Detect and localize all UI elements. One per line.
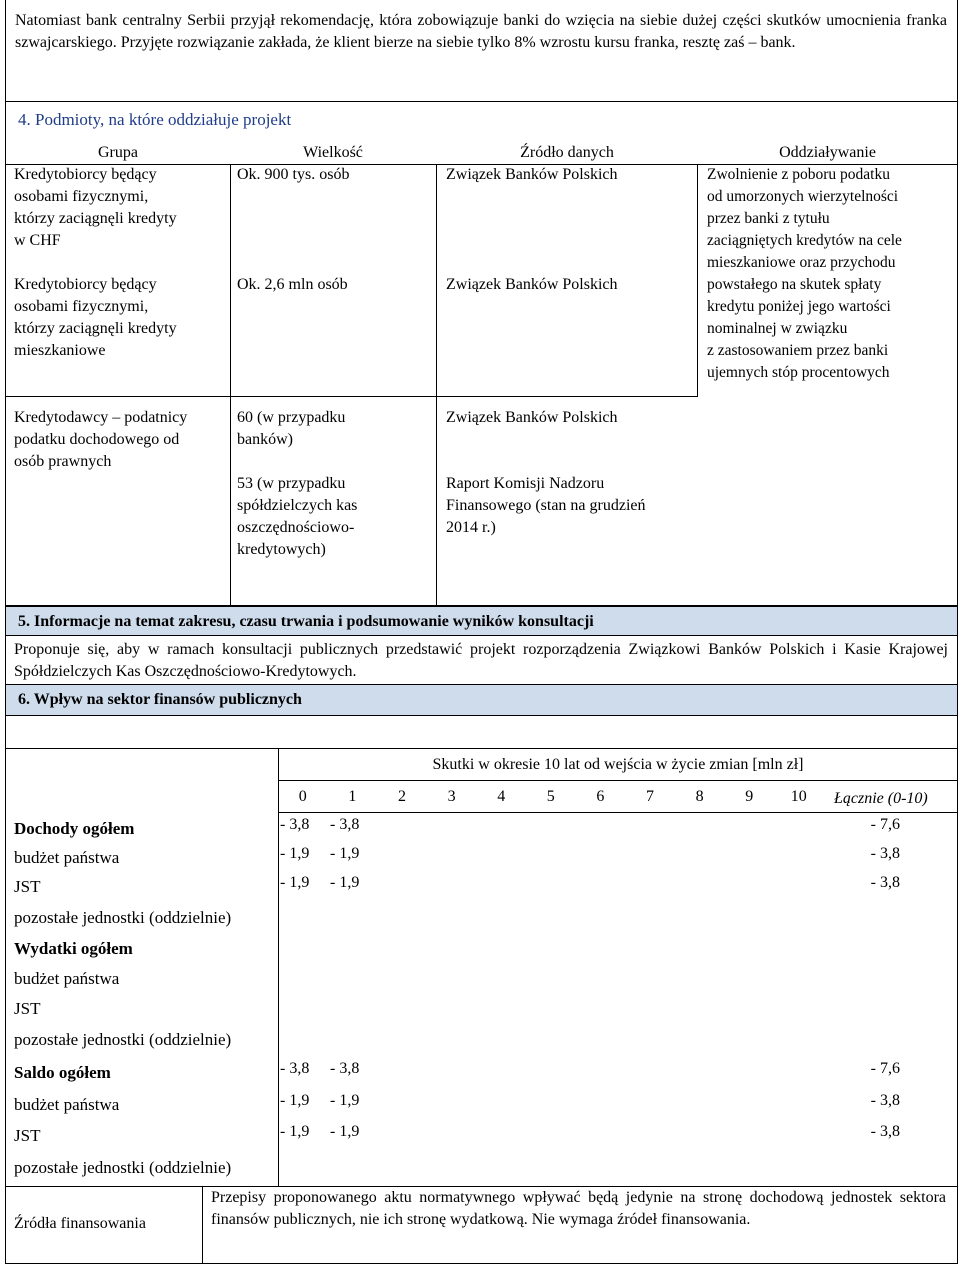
group-cell: Kredytobiorcy będący osobami fizycznymi, którzy zaciągnęli kredyty w CHF bbox=[14, 166, 177, 249]
row-label: pozostałe jednostki (oddzielnie) bbox=[14, 1030, 232, 1049]
year-header: 0 bbox=[298, 788, 307, 805]
source-cell-2: Raport Komisji Nadzoru Finansowego (stan na grudzień 2014 r.) bbox=[446, 475, 646, 536]
funding-text: Przepisy proponowanego aktu normatywnego wpływać będą jedynie na stronę dochodową jednostek sektora finansów publicznych, nie ich stronę wydatkową. Nie wymaga źródeł finansowania. bbox=[211, 1189, 946, 1228]
row-label: budżet państwa bbox=[14, 969, 120, 988]
section5-title: 5. Informacje na temat zakresu, czasu trwania i podsumowanie wyników konsultacji bbox=[18, 613, 594, 630]
divider bbox=[202, 1186, 203, 1264]
size-cell: Ok. 900 tys. osób bbox=[237, 166, 350, 183]
section5-text: Proponuje się, aby w ramach konsultacji publicznych przedstawić projekt rozporządzenia Związkowi Banków Polskich i Kasie Krajowej Spółdzielczych Kas Oszczędnościowo-Kredytowych. bbox=[14, 641, 948, 680]
section6-spacer bbox=[5, 715, 958, 749]
row-label: JST bbox=[14, 999, 41, 1018]
value-year-0: - 1,9 bbox=[280, 845, 310, 862]
year-header: 10 bbox=[790, 788, 807, 805]
value-year-0: - 1,9 bbox=[280, 1123, 310, 1140]
year-header: 8 bbox=[695, 788, 704, 805]
value-total: - 3,8 bbox=[870, 1092, 900, 1109]
divider bbox=[436, 164, 437, 606]
value-year-0: - 3,8 bbox=[280, 816, 310, 833]
year-header: 2 bbox=[397, 788, 406, 805]
value-total: - 7,6 bbox=[870, 816, 900, 833]
table-caption: Skutki w okresie 10 lat od wejścia w życie zmian [mln zł] bbox=[432, 756, 804, 773]
value-year-0: - 1,9 bbox=[280, 874, 310, 891]
section6-title: 6. Wpływ na sektor finansów publicznych bbox=[18, 691, 302, 708]
value-year-1: - 3,8 bbox=[330, 816, 360, 833]
row-label: Wydatki ogółem bbox=[14, 939, 133, 958]
group-cell: Kredytobiorcy będący osobami fizycznymi, którzy zaciągnęli kredyty mieszkaniowe bbox=[14, 276, 177, 359]
row-label: budżet państwa bbox=[14, 848, 120, 867]
total-header: Łącznie (0-10) bbox=[834, 790, 928, 807]
year-header: 5 bbox=[546, 788, 555, 805]
row-label: JST bbox=[14, 1126, 41, 1145]
year-header: 3 bbox=[447, 788, 456, 805]
value-year-1: - 1,9 bbox=[330, 1123, 360, 1140]
group-cell: Kredytodawcy – podatnicy podatku dochodowego od osób prawnych bbox=[14, 409, 188, 470]
value-total: - 3,8 bbox=[870, 874, 900, 891]
value-year-0: - 1,9 bbox=[280, 1092, 310, 1109]
year-header: 9 bbox=[745, 788, 754, 805]
row-label: budżet państwa bbox=[14, 1095, 120, 1114]
column-header-group: Grupa bbox=[98, 144, 138, 161]
year-header: 1 bbox=[348, 788, 357, 805]
value-year-0: - 3,8 bbox=[280, 1060, 310, 1077]
source-cell: Związek Banków Polskich bbox=[446, 166, 618, 183]
impact-cell: Zwolnienie z poboru podatku od umorzonych wierzytelności przez banki z tytułu zaciągniętych kredytów na cele mieszkaniowe oraz przychodu powstałego na skutek spłaty kredytu poniżej jego wartości nominalnej w związku z zastosowaniem przez banki ujemnych stóp procentowych bbox=[707, 166, 902, 381]
divider bbox=[5, 396, 698, 397]
source-cell: Związek Banków Polskich bbox=[446, 276, 618, 293]
row-label: Dochody ogółem bbox=[14, 819, 135, 838]
value-total: - 7,6 bbox=[870, 1060, 900, 1077]
divider bbox=[278, 748, 279, 1186]
row-label: pozostałe jednostki (oddzielnie) bbox=[14, 1158, 232, 1177]
value-year-1: - 3,8 bbox=[330, 1060, 360, 1077]
column-header-source: Źródło danych bbox=[520, 144, 614, 161]
year-header: 6 bbox=[596, 788, 605, 805]
value-total: - 3,8 bbox=[870, 1123, 900, 1140]
value-year-1: - 1,9 bbox=[330, 1092, 360, 1109]
divider bbox=[278, 812, 958, 813]
divider bbox=[697, 164, 698, 397]
year-header: 7 bbox=[645, 788, 654, 805]
divider bbox=[230, 164, 231, 606]
column-header-size: Wielkość bbox=[303, 144, 363, 161]
funding-label: Źródła finansowania bbox=[14, 1215, 146, 1232]
size-cell-2: 53 (w przypadku spółdzielczych kas oszczędnościowo- kredytowych) bbox=[237, 475, 358, 558]
year-header: 4 bbox=[497, 788, 506, 805]
row-label: JST bbox=[14, 877, 41, 896]
divider bbox=[278, 780, 958, 781]
source-cell: Związek Banków Polskich bbox=[446, 409, 618, 426]
value-year-1: - 1,9 bbox=[330, 845, 360, 862]
section4-title: 4. Podmioty, na które oddziałuje projekt bbox=[18, 110, 292, 129]
column-header-impact: Oddziaływanie bbox=[779, 144, 876, 161]
row-label: pozostałe jednostki (oddzielnie) bbox=[14, 908, 232, 927]
value-total: - 3,8 bbox=[870, 845, 900, 862]
value-year-1: - 1,9 bbox=[330, 874, 360, 891]
row-label: Saldo ogółem bbox=[14, 1063, 111, 1082]
size-cell: Ok. 2,6 mln osób bbox=[237, 276, 348, 293]
size-cell: 60 (w przypadku banków) bbox=[237, 409, 346, 448]
intro-paragraph: Natomiast bank centralny Serbii przyjął rekomendację, która zobowiązuje banki do wzięcia na siebie dużej części skutków umocnienia franka szwajcarskiego. Przyjęte rozwiązanie zakłada, że klient bierze na siebie tylko 8% wzrostu kursu franka, resztę zaś – bank. bbox=[15, 12, 947, 51]
